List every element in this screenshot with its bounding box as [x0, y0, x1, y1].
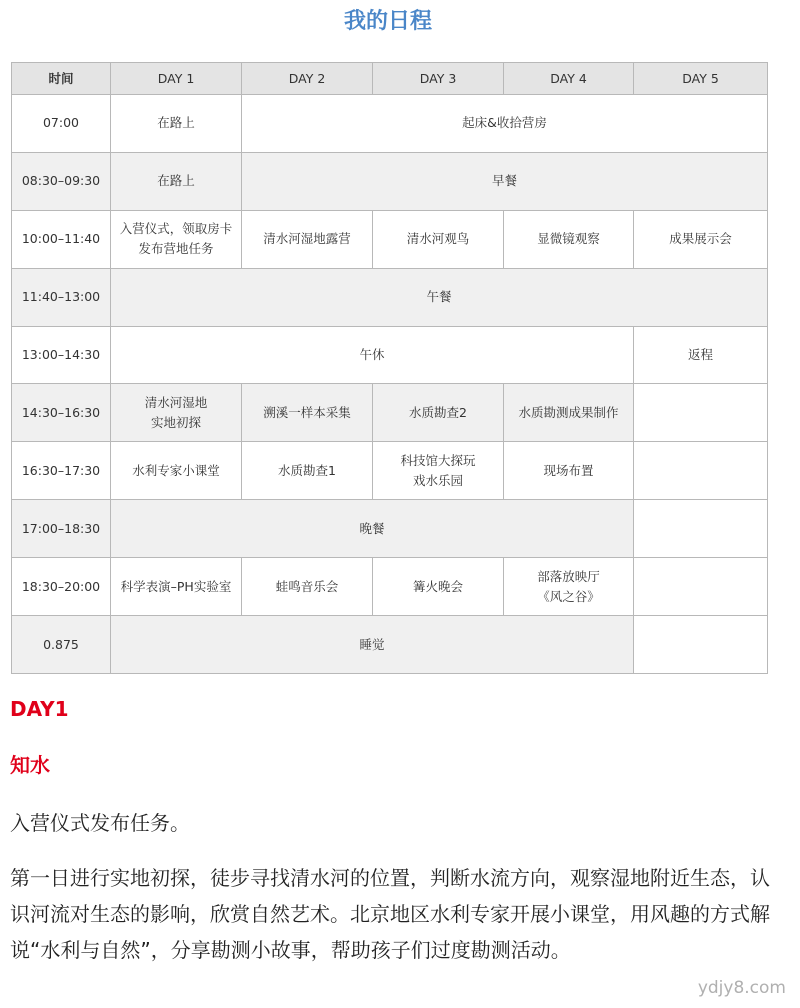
schedule-cell — [504, 558, 634, 616]
page-title: 我的日程 — [343, 9, 432, 34]
schedule-cell: 科学表演–PH实验室 — [111, 558, 242, 616]
cell-line: 科技馆大探玩 — [400, 452, 476, 468]
schedule-cell: 午休 — [111, 326, 634, 384]
table-header-row — [12, 63, 768, 95]
watermark: ydjy8.com — [697, 978, 786, 998]
time-cell: 07:00 — [12, 95, 111, 153]
schedule-cell: 清水河湿地露营 — [242, 210, 373, 268]
cell-line: 实地初探 — [150, 414, 201, 430]
schedule-cell: 蛙鸣音乐会 — [242, 558, 373, 616]
schedule-cell — [111, 384, 242, 442]
table-row — [12, 384, 768, 442]
schedule-cell — [634, 384, 768, 442]
schedule-cell: 晚餐 — [111, 500, 634, 558]
header-day4: DAY 4 — [504, 63, 634, 95]
sub-heading: 知水 — [10, 753, 50, 777]
time-cell: 13:00–14:30 — [12, 326, 111, 384]
schedule-cell — [634, 558, 768, 616]
time-cell: 17:00–18:30 — [12, 500, 111, 558]
schedule-cell — [634, 442, 768, 500]
schedule-cell: 在路上 — [111, 95, 242, 153]
header-day1: DAY 1 — [111, 63, 242, 95]
table-row — [12, 268, 768, 326]
schedule-cell — [373, 442, 504, 500]
time-cell: 10:00–11:40 — [12, 210, 111, 268]
cell-line: 发布营地任务 — [138, 241, 214, 257]
table-row — [12, 500, 768, 558]
cell-line: 部落放映厅 — [537, 568, 600, 584]
header-day2: DAY 2 — [242, 63, 373, 95]
table-row — [12, 442, 768, 500]
schedule-cell: 水质勘查2 — [373, 384, 504, 442]
time-cell: 16:30–17:30 — [12, 442, 111, 500]
time-cell: 18:30–20:00 — [12, 558, 111, 616]
schedule-table — [11, 62, 768, 674]
intro-paragraph: 入营仪式发布任务。 — [10, 811, 190, 835]
schedule-cell: 水利专家小课堂 — [111, 442, 242, 500]
schedule-cell: 睡觉 — [111, 616, 634, 674]
schedule-cell: 早餐 — [242, 152, 768, 210]
header-day5: DAY 5 — [634, 63, 768, 95]
schedule-cell — [111, 210, 242, 268]
header-day3: DAY 3 — [373, 63, 504, 95]
table-row — [12, 152, 768, 210]
schedule-cell: 返程 — [634, 326, 768, 384]
header-time: 时间 — [12, 63, 111, 95]
schedule-cell: 现场布置 — [504, 442, 634, 500]
table-row — [12, 326, 768, 384]
schedule-cell: 起床&收拾营房 — [242, 95, 768, 153]
schedule-cell: 清水河观鸟 — [373, 210, 504, 268]
table-row — [12, 616, 768, 674]
cell-line: 戏水乐园 — [412, 472, 463, 488]
description-paragraph: 第一日进行实地初探，徒步寻找清水河的位置，判断水流方向，观察湿地附近生态，认识河流对生态的影响，欣赏自然艺术。北京地区水利专家开展小课堂，用风趣的方式解说“水利与自然”，分享勘测小故事，帮助孩子们过度勘测活动。 — [10, 866, 770, 962]
schedule-cell: 篝火晚会 — [373, 558, 504, 616]
time-cell: 14:30–16:30 — [12, 384, 111, 442]
table-row — [12, 95, 768, 153]
day-heading: DAY1 — [10, 697, 69, 721]
cell-line: 《风之谷》 — [537, 588, 600, 604]
table-row — [12, 210, 768, 268]
schedule-cell: 溯溪一样本采集 — [242, 384, 373, 442]
schedule-cell: 水质勘查1 — [242, 442, 373, 500]
schedule-cell — [634, 500, 768, 558]
table-row — [12, 558, 768, 616]
schedule-cell: 水质勘测成果制作 — [504, 384, 634, 442]
cell-line: 清水河湿地 — [144, 394, 208, 410]
time-cell: 0.875 — [12, 616, 111, 674]
schedule-cell: 午餐 — [111, 268, 768, 326]
cell-line: 入营仪式，领取房卡 — [119, 221, 233, 237]
schedule-cell: 显微镜观察 — [504, 210, 634, 268]
time-cell: 08:30–09:30 — [12, 152, 111, 210]
schedule-cell: 在路上 — [111, 152, 242, 210]
time-cell: 11:40–13:00 — [12, 268, 111, 326]
schedule-cell: 成果展示会 — [634, 210, 768, 268]
schedule-cell — [634, 616, 768, 674]
